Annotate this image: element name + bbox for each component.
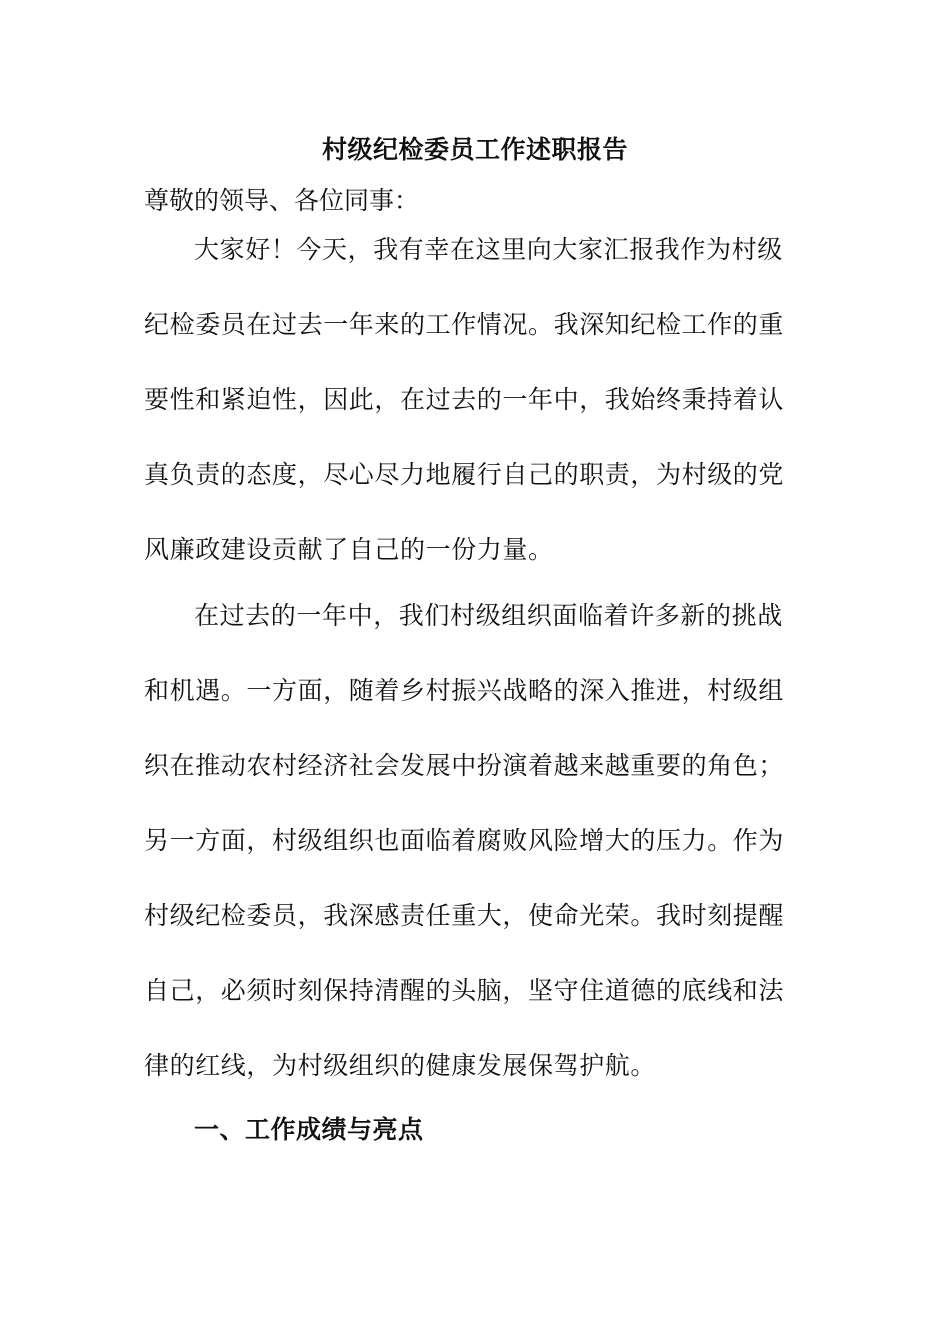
salutation: 尊敬的领导、各位同事： [144, 186, 420, 215]
section-heading: 一、工作成绩与亮点 [194, 1115, 424, 1144]
paragraph-1: 大家好！今天，我有幸在这里向大家汇报我作为村级纪检委员在过去一年来的工作情况。我深知纪检工作的重要性和紧迫性，因此，在过去的一年中，我始终秉持着认真负责的态度，尽心尽力地履行自己的职责，为村级的党风廉政建设贡献了自己的一份力量。 [144, 235, 785, 564]
paragraph-2: 在过去的一年中，我们村级组织面临着许多新的挑战和机遇。一方面，随着乡村振兴战略的深入推进，村级组织在推动农村经济社会发展中扮演着越来越重要的角色；另一方面，村级组织也面临着腐败风险增大的压力。作为村级纪检委员，我深感责任重大，使命光荣。我时刻提醒自己，必须时刻保持清醒的头脑，坚守住道德的底线和法律的红线，为村级组织的健康发展保驾护航。 [144, 601, 785, 1080]
document-title: 村级纪检委员工作述职报告 [321, 135, 628, 164]
